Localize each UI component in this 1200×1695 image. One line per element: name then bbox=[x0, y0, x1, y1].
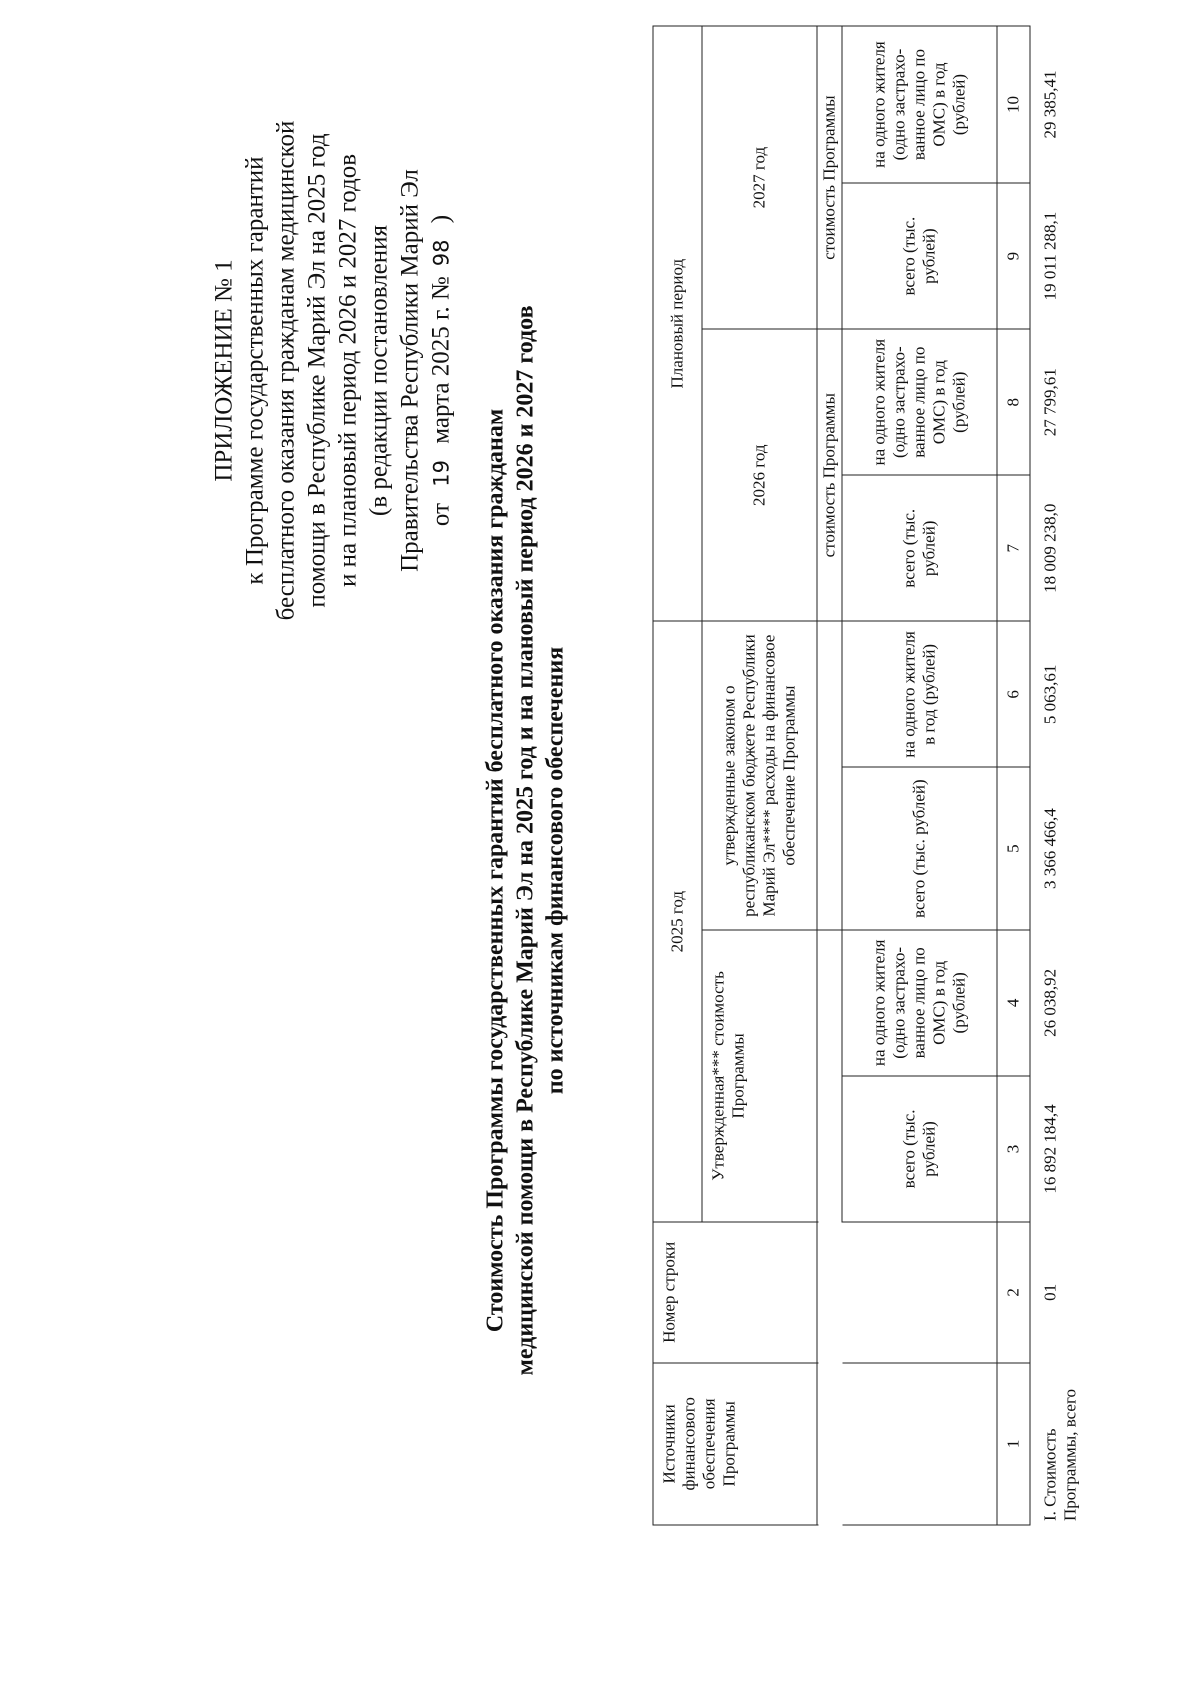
header-row-number: Номер строки bbox=[653, 1221, 817, 1362]
header-year-2026: 2026 год bbox=[702, 329, 817, 621]
column-number: 5 bbox=[997, 767, 1030, 929]
value-cell: 3 366 466,4 bbox=[1040, 807, 1059, 889]
column-number: 2 bbox=[997, 1221, 1030, 1362]
header-per-resident-2025: на одного жителя (одно застрахо-ванное лицо по ОМС) в год (рублей) bbox=[842, 929, 997, 1075]
date-number: 98 bbox=[429, 238, 453, 266]
appendix-line: (в редакции постановления bbox=[365, 224, 392, 516]
column-number: 4 bbox=[997, 929, 1030, 1075]
value-cell: 5 063,61 bbox=[1040, 664, 1059, 724]
header-total-2027: всего (тыс. рублей) bbox=[842, 183, 997, 329]
row-number-cell: 01 bbox=[1040, 1283, 1059, 1301]
header-year-2027: 2027 год bbox=[702, 26, 817, 329]
date-close: ) bbox=[427, 214, 454, 223]
appendix-heading: ПРИЛОЖЕНИЕ № 1 bbox=[210, 258, 237, 482]
header-per-resident-2027: на одного жителя (одно застрахо-ванное лицо по ОМС) в год (рублей) bbox=[842, 26, 997, 183]
header-row-number-cont bbox=[842, 1221, 997, 1362]
cost-table bbox=[652, 25, 1090, 1525]
header-total-2025: всего (тыс. рублей) bbox=[842, 1075, 997, 1221]
value-cell: 26 038,92 bbox=[1040, 968, 1059, 1037]
row-name: I. Стоимость Программы, всего bbox=[1040, 1388, 1079, 1521]
date-prefix: от bbox=[427, 502, 454, 526]
column-number: 1 bbox=[997, 1362, 1030, 1524]
header-program-cost-2027: стоимость Программы bbox=[817, 26, 842, 329]
appendix-line: к Программе государственных гарантий bbox=[241, 155, 268, 585]
value-cell: 16 892 184,4 bbox=[1040, 1103, 1059, 1194]
column-number: 10 bbox=[997, 26, 1030, 183]
appendix-line: и на плановый период 2026 и 2027 годов bbox=[334, 153, 361, 587]
column-number: 3 bbox=[997, 1075, 1030, 1221]
header-program-cost-2026: стоимость Программы bbox=[817, 329, 842, 621]
column-number: 7 bbox=[997, 475, 1030, 621]
appendix-line: бесплатного оказания гражданам медицинской bbox=[272, 120, 299, 620]
date-rest: марта 2025 г. № bbox=[427, 275, 454, 444]
header-approved-budget: утвержденные законом о республиканском бюджете Республики Марий Эл**** расходы на финансовое обеспечение Программы bbox=[702, 621, 817, 929]
header-total-2026: всего (тыс. рублей) bbox=[842, 475, 997, 621]
title-line: медицинской помощи в Республике Марий Эл на 2025 год и на плановый период 2026 и 2027 годов bbox=[512, 304, 538, 1375]
value-cell: 29 385,41 bbox=[1040, 70, 1059, 139]
column-number: 9 bbox=[997, 183, 1030, 329]
header-sources: Источники финансового обеспечения Программы bbox=[653, 1362, 817, 1524]
header-per-resident-2026: на одного жителя (одно застрахо-ванное лицо по ОМС) в год (рублей) bbox=[842, 329, 997, 475]
header-approved-cost: Утвержденная*** стоимость Программы bbox=[702, 929, 817, 1221]
header-approved-budget-cont bbox=[817, 621, 842, 929]
date-day: 19 bbox=[429, 459, 453, 487]
document-title bbox=[480, 304, 570, 1375]
appendix-line: помощи в Республике Марий Эл на 2025 год bbox=[303, 132, 330, 608]
value-cell: 18 009 238,0 bbox=[1040, 503, 1059, 593]
header-planning-period: Плановый период bbox=[653, 26, 702, 621]
spacer bbox=[817, 1221, 842, 1524]
table-row bbox=[1030, 26, 1091, 1525]
title-line: по источникам финансового обеспечения bbox=[542, 646, 568, 1094]
spacer bbox=[817, 929, 842, 1221]
title-line: Стоимость Программы государственных гарантий бесплатного оказания гражданам bbox=[482, 408, 508, 1332]
value-cell: 27 799,61 bbox=[1040, 367, 1059, 436]
header-sources-cont bbox=[842, 1362, 997, 1524]
header-year-2025: 2025 год bbox=[653, 621, 702, 1222]
appendix-date-line bbox=[425, 80, 457, 660]
column-number: 6 bbox=[997, 621, 1030, 767]
value-cell: 19 011 288,1 bbox=[1040, 211, 1059, 300]
header-budget-total-2025: всего (тыс. рублей) bbox=[842, 767, 997, 929]
appendix-line: Правительства Республики Марий Эл bbox=[396, 168, 423, 572]
column-number: 8 bbox=[997, 329, 1030, 475]
appendix-header bbox=[208, 80, 457, 660]
header-budget-per-resident-2025: на одного жителя в год (рублей) bbox=[842, 621, 997, 767]
